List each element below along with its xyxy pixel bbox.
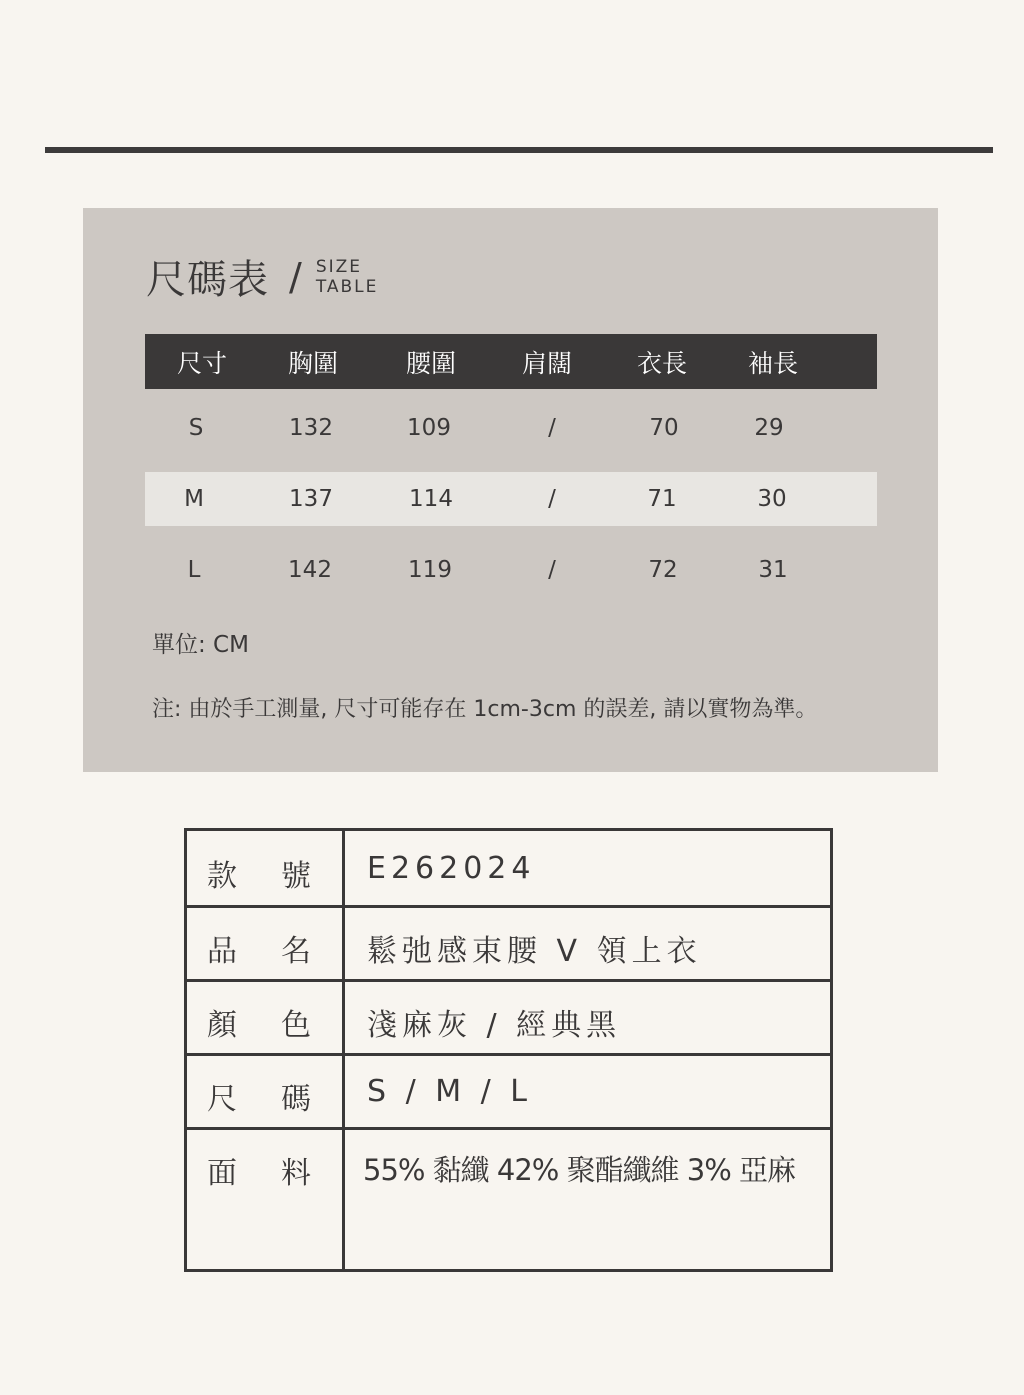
- product-row-name: [187, 908, 830, 982]
- size-table-panel: [83, 208, 938, 772]
- label-char-2: 料: [281, 1156, 311, 1191]
- value-name: 鬆弛感束腰 V 領上衣: [367, 934, 702, 969]
- row-l-length: 72: [648, 557, 678, 583]
- row-l-shoulder: /: [548, 557, 556, 583]
- row-m-size: M: [184, 486, 204, 512]
- row-s-length: 70: [649, 415, 679, 441]
- size-table-header: [145, 334, 877, 389]
- label-name: [207, 926, 311, 970]
- label-color: [207, 1000, 311, 1044]
- row-l-size: L: [187, 557, 201, 583]
- header-shoulder: 肩闊: [521, 348, 573, 378]
- row-m-waist: 114: [409, 486, 453, 512]
- row-m-shoulder: /: [548, 486, 556, 512]
- title-english: [316, 257, 379, 297]
- label-char-1: 尺: [207, 1082, 237, 1117]
- header-length: 衣長: [636, 348, 688, 378]
- title-english-line1: SIZE: [315, 256, 363, 277]
- size-table-title: [146, 248, 378, 305]
- label-size: [207, 1074, 311, 1118]
- label-fabric: [207, 1148, 311, 1192]
- label-char-2: 號: [281, 859, 311, 894]
- label-style-number: [207, 851, 311, 895]
- row-l-chest: 142: [288, 557, 332, 583]
- measurement-note: 注: 由於手工測量, 尺寸可能存在 1cm-3cm 的誤差, 請以實物為準。: [152, 697, 818, 722]
- label-char-1: 顏: [207, 1008, 237, 1043]
- title-english-line2: TABLE: [315, 276, 379, 297]
- label-char-1: 品: [207, 934, 237, 969]
- product-row-fabric: [187, 1130, 830, 1269]
- header-sleeve: 袖長: [747, 348, 799, 378]
- value-size: S / M / L: [367, 1074, 532, 1109]
- row-m-sleeve: 30: [757, 486, 787, 512]
- row-l-waist: 119: [408, 557, 452, 583]
- row-s-shoulder: /: [548, 415, 556, 441]
- row-m-length: 71: [647, 486, 677, 512]
- header-size: 尺寸: [176, 348, 228, 378]
- label-char-1: 款: [207, 859, 237, 894]
- product-row-style-number: [187, 831, 830, 908]
- row-m-chest: 137: [289, 486, 333, 512]
- product-row-size: [187, 1056, 830, 1130]
- label-char-1: 面: [207, 1156, 237, 1191]
- table-row: [145, 472, 877, 526]
- size-table: [145, 334, 877, 597]
- row-s-size: S: [188, 415, 204, 441]
- top-divider: [45, 147, 993, 153]
- unit-note: 單位: CM: [152, 632, 249, 658]
- value-style-number: E262024: [367, 851, 536, 886]
- label-char-2: 碼: [281, 1082, 311, 1117]
- title-separator: /: [289, 254, 302, 299]
- table-row: [145, 401, 877, 455]
- value-color: 淺麻灰 / 經典黑: [367, 1008, 622, 1043]
- title-chinese: 尺碼表: [146, 257, 269, 303]
- header-chest: 胸圍: [287, 348, 339, 378]
- row-l-sleeve: 31: [758, 557, 788, 583]
- table-row: [145, 543, 877, 597]
- header-waist: 腰圍: [405, 348, 457, 378]
- label-char-2: 名: [281, 934, 311, 969]
- row-s-chest: 132: [289, 415, 333, 441]
- label-char-2: 色: [281, 1008, 311, 1043]
- row-s-sleeve: 29: [754, 415, 784, 441]
- product-info-table: [184, 828, 833, 1272]
- row-s-waist: 109: [407, 415, 451, 441]
- value-fabric: 55% 黏纖 42% 聚酯纖維 3% 亞麻: [363, 1153, 796, 1187]
- product-row-color: [187, 982, 830, 1056]
